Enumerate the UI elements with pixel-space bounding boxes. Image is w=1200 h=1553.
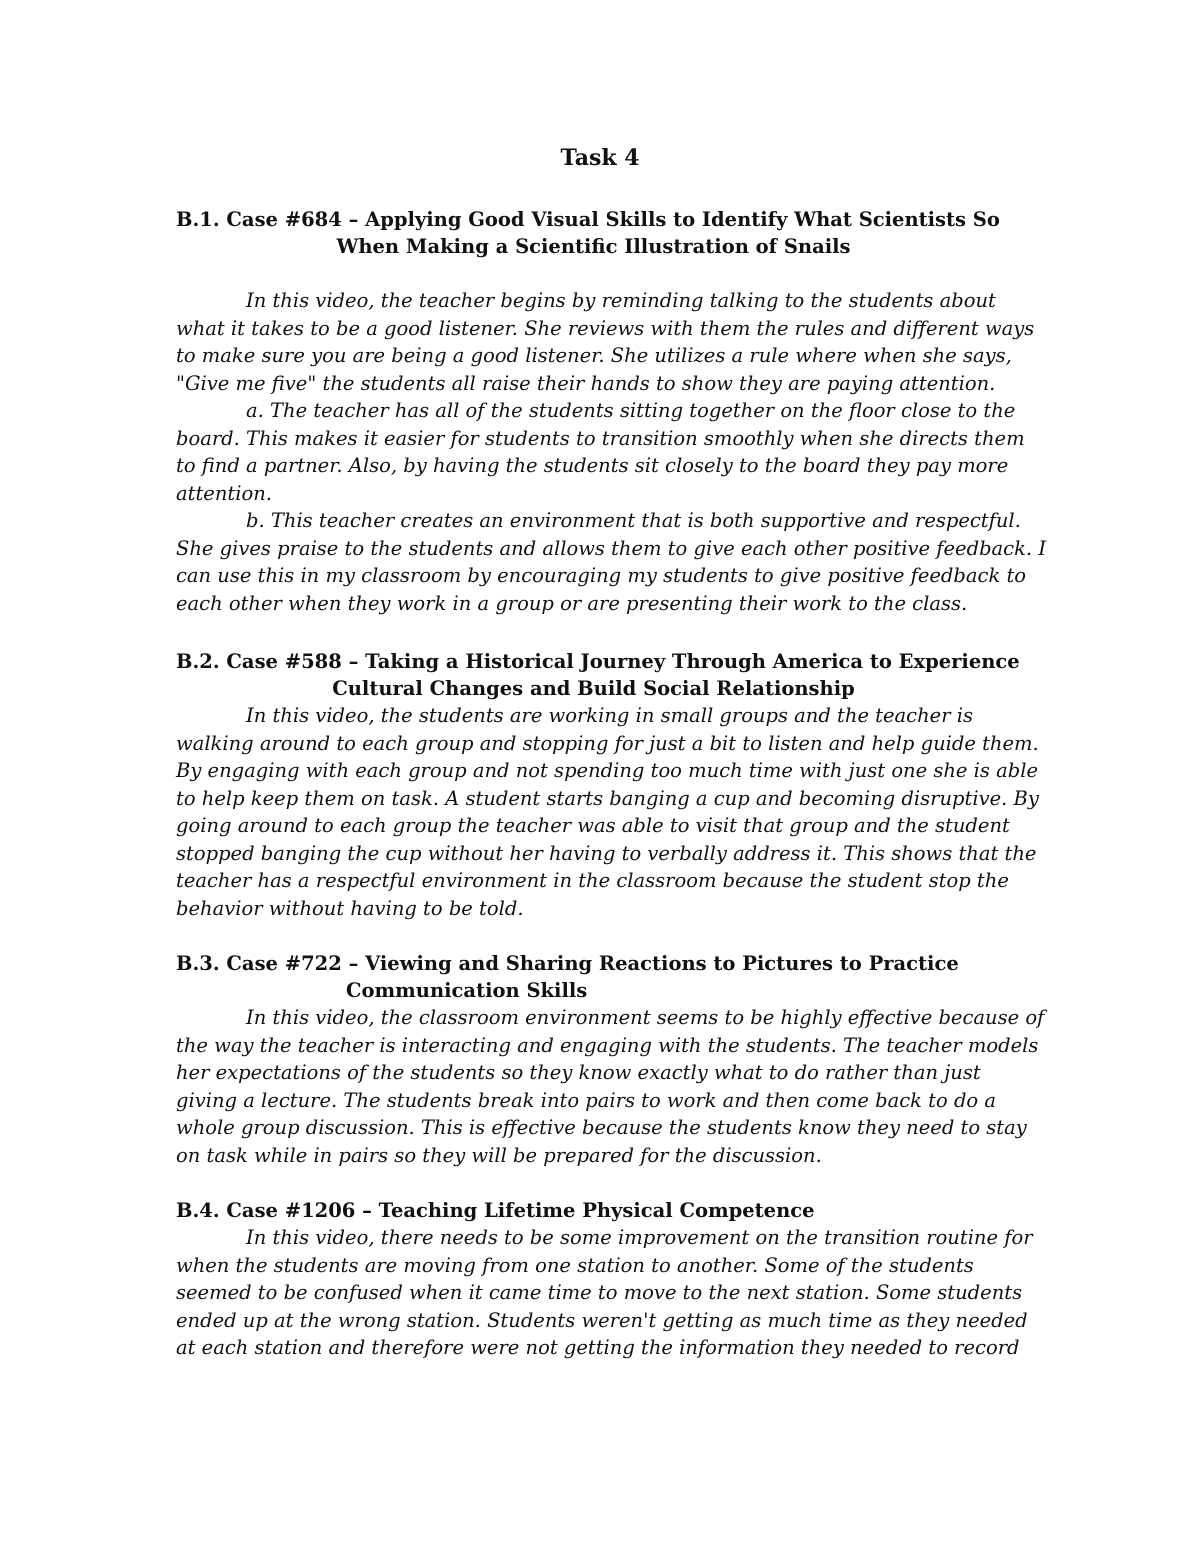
text-line: In this video, there needs to be some improvement on the transition routine for [246,1226,1033,1249]
section-heading-line: B.2. Case #588 – Taking a Historical Journey Through America to Experience [176,650,1020,673]
text-line: seemed to be confused when it came time to move to the next station. Some students [176,1281,1023,1304]
section-heading-line: When Making a Scientific Illustration of Snails [336,235,851,258]
text-line: when the students are moving from one station to another. Some of the students [176,1253,974,1277]
paragraph [176,702,1039,922]
section-heading [176,206,1036,260]
text-line: to make sure you are being a good listener. She utilizes a rule where when she says, [176,344,1012,367]
section-heading-line: B.4. Case #1206 – Teaching Lifetime Physical Competence [176,1199,815,1222]
text-line: b. This teacher creates an environment that is both supportive and respectful. [246,509,1021,532]
text-line: attention. [176,481,272,505]
text-line: By engaging with each group and not spending too much time with just one she is able [176,759,1038,782]
page-title: Task 4 [560,145,640,171]
text-line: teacher has a respectful environment in the classroom because the student stop the [176,869,1009,892]
text-line: In this video, the teacher begins by reminding talking to the students about [246,289,996,312]
paragraph [176,1004,1045,1169]
text-line: whole group discussion. This is effective because the students know they need to stay [176,1116,1027,1139]
text-line: In this video, the classroom environment seems to be highly effective because of [246,1006,1045,1029]
text-line: In this video, the students are working in small groups and the teacher is [246,704,973,727]
text-line: what it takes to be a good listener. She reviews with them the rules and different ways [176,316,1035,340]
text-line: "Give me five" the students all raise their hands to show they are paying attention. [176,371,996,395]
paragraph [176,1224,1036,1362]
section-b3 [176,950,1045,1169]
text-line: a. The teacher has all of the students sitting together on the floor close to the [246,399,1016,422]
section-heading [176,648,1036,702]
text-line: at each station and therefore were not getting the information they needed to record [176,1336,1020,1359]
section-b1 [176,206,1047,617]
text-line: board. This makes it easier for students to transition smoothly when she directs them [176,426,1025,450]
text-line: behavior without having to be told. [176,896,524,920]
section-b2 [176,648,1039,922]
text-line: each other when they work in a group or are presenting their work to the class. [176,591,968,615]
paragraph [176,287,1036,397]
section-heading-line: Cultural Changes and Build Social Relationship [332,677,855,700]
text-line: giving a lecture. The students break into pairs to work and then come back to do a [176,1088,996,1112]
paragraph [176,397,1036,507]
text-line: She gives praise to the students and allows them to give each other positive feedback. I [176,536,1047,560]
text-line: can use this in my classroom by encouraging my students to give positive feedback to [176,564,1027,587]
paragraph [176,507,1047,617]
section-heading-line: B.3. Case #722 – Viewing and Sharing Reactions to Pictures to Practice [176,952,959,975]
text-line: going around to each group the teacher was able to visit that group and the student [176,814,1010,837]
text-line: on task while in pairs so they will be prepared for the discussion. [176,1143,822,1167]
section-heading [176,1197,1036,1224]
text-line: to find a partner. Also, by having the students sit closely to the board they pay more [176,454,1009,477]
text-line: to help keep them on task. A student starts banging a cup and becoming disruptive. By [176,786,1039,810]
section-heading-line: Communication Skills [346,979,588,1002]
text-line: ended up at the wrong station. Students weren't getting as much time as they needed [176,1308,1028,1332]
section-b4 [176,1197,1036,1362]
text-line: her expectations of the students so they know exactly what to do rather than just [176,1061,981,1084]
section-heading-line: B.1. Case #684 – Applying Good Visual Skills to Identify What Scientists So [176,208,1000,231]
text-line: the way the teacher is interacting and engaging with the students. The teacher models [176,1033,1039,1057]
section-heading [176,950,1036,1004]
text-line: walking around to each group and stopping for just a bit to listen and help guide them. [176,731,1039,755]
text-line: stopped banging the cup without her having to verbally address it. This shows that the [176,841,1037,865]
